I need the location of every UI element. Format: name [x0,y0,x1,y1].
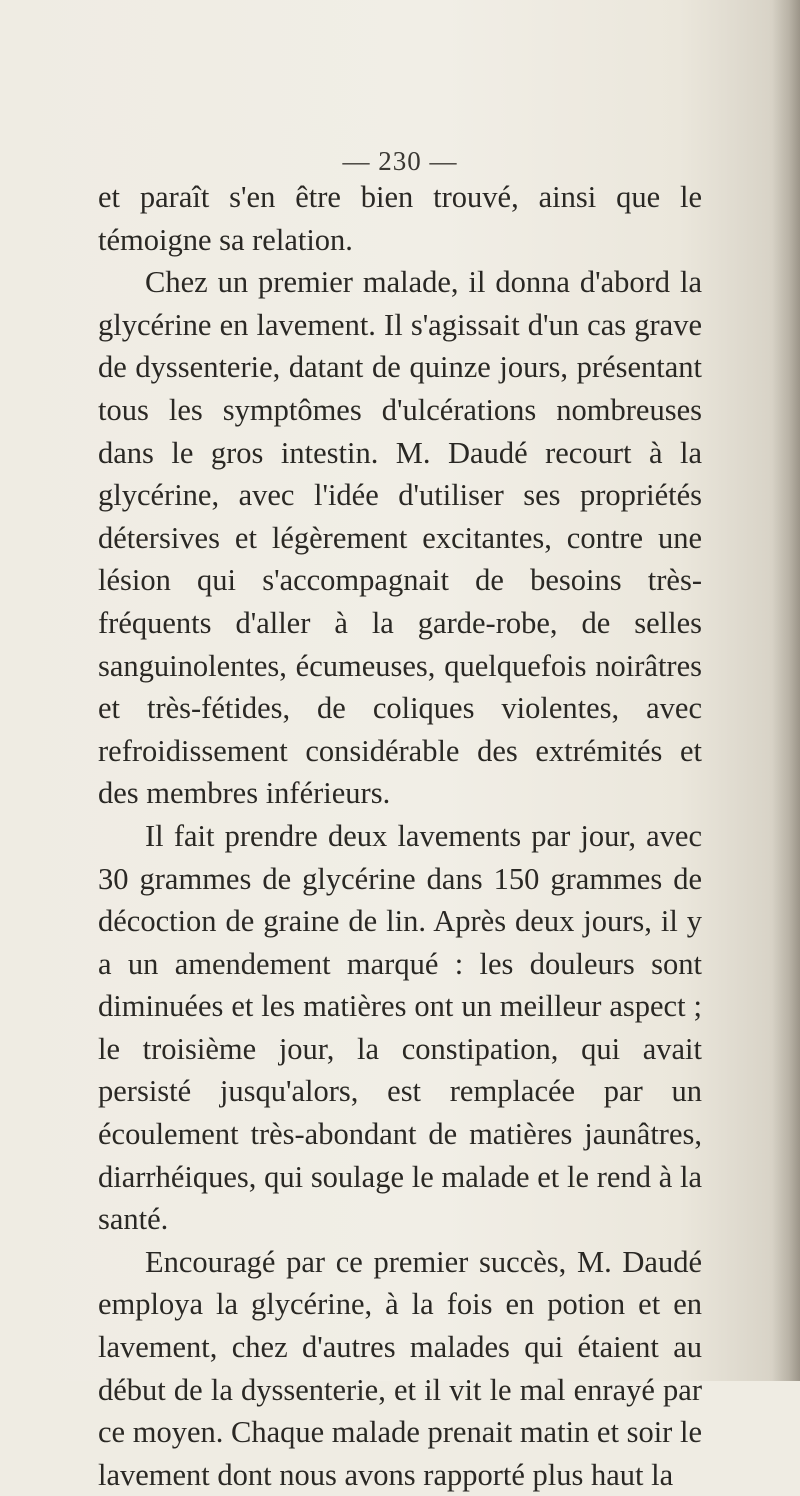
paragraph-3: Il fait prendre deux lavements par jour, avec 30 grammes de glycérine dans 150 grammes de décoction de graine de lin. Après deux jours, il y a un amendement marqué : les douleurs sont diminuées et les matières ont un meilleur aspect ; le troisième jour, la constipation, qui avait persisté jusqu'alors, est remplacée par un écoulement très-abondant de matières jaunâtres, diarrhéiques, qui soulage le malade et le rend à la santé. [98,818,702,1237]
paragraph-4: Encouragé par ce premier succès, M. Daudé employa la glycérine, à la fois en potion et en lavement, chez d'autres malades qui étaient au début de la dyssenterie, et il vit le mal enrayé par ce moyen. Chaque malade prenait matin et soir le lavement dont nous avons rapporté plus haut la [98,1244,702,1492]
body-text [98,176,702,1496]
page-number: — 230 — [342,146,458,176]
paragraph-1: et paraît s'en être bien trouvé, ainsi que le témoigne sa relation. [98,180,702,257]
paragraph-2: Chez un premier malade, il donna d'abord la glycérine en lavement. Il s'agissait d'un cas grave de dyssenterie, datant de quinze jours, présentant tous les symptômes d'ulcérations nombreuses dans le gros intestin. M. Daudé recourt à la glycérine, avec l'idée d'utiliser ses propriétés détersives et légèrement excitantes, contre une lésion qui s'accompagnait de besoins très-fréquents d'aller à la garde-robe, de selles sanguinolentes, écumeuses, quelquefois noirâtres et très-fétides, de coliques violentes, avec refroidissement considérable des extrémités et des membres inférieurs. [98,265,702,811]
page-edge-shadow [772,0,800,1381]
